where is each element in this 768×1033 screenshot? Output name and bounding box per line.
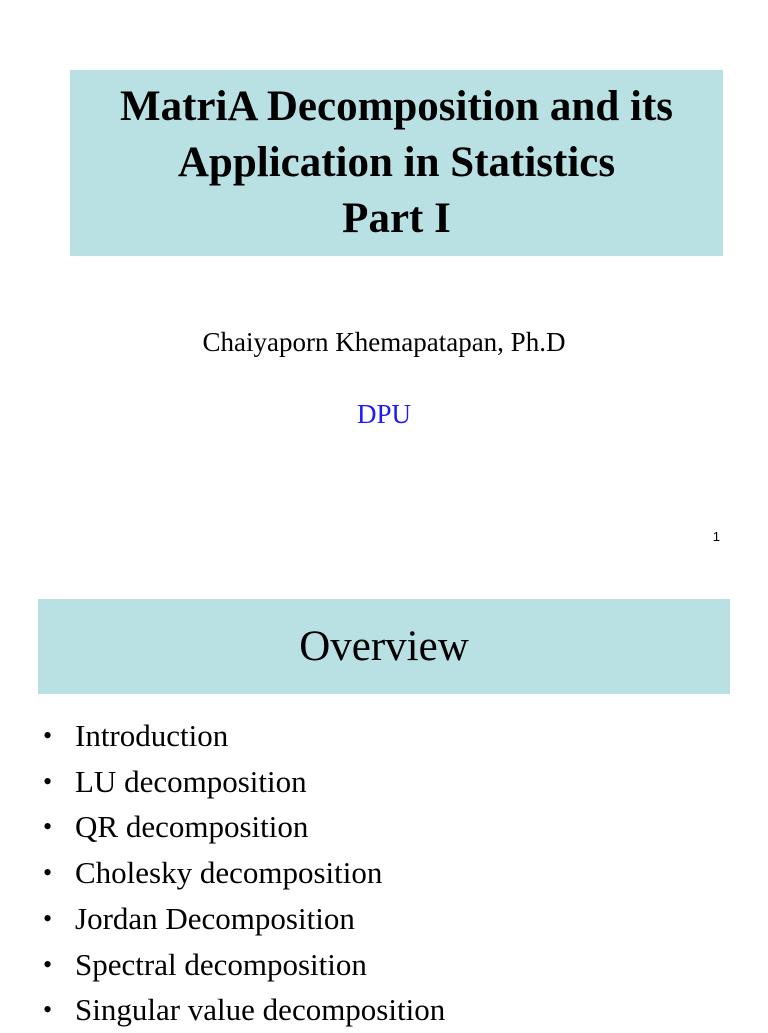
bullet-icon: • (43, 903, 53, 933)
list-item-label: Cholesky decomposition (75, 855, 383, 891)
title-line-2: Application in Statistics (177, 139, 616, 186)
list-item-label: Spectral decomposition (75, 946, 367, 982)
title-line-3: Part I (342, 195, 451, 242)
list-item (40, 713, 445, 759)
bullet-icon: • (43, 858, 53, 888)
overview-banner (38, 599, 730, 694)
overview-slide (0, 575, 768, 1028)
bullet-icon: • (43, 949, 53, 979)
list-item-label: LU decomposition (75, 763, 307, 799)
list-item (40, 759, 445, 805)
list-item-label: Introduction (75, 718, 229, 753)
bullet-icon: • (43, 995, 53, 1025)
bullet-icon: • (43, 721, 53, 750)
title-banner (70, 70, 723, 256)
affiliation: DPU (356, 399, 411, 429)
bullet-icon: • (43, 812, 53, 842)
overview-title: Overview (299, 622, 469, 670)
topic-list (40, 713, 445, 1033)
page-number: 1 (712, 529, 720, 544)
list-item (40, 850, 445, 896)
list-item-label: QR decomposition (75, 809, 309, 845)
author-name: Chaiyaporn Khemapatapan, Ph.D (202, 327, 566, 357)
list-item (40, 804, 445, 850)
list-item (40, 896, 445, 942)
title-line-1: MatriA Decomposition and its (119, 83, 674, 130)
list-item-label: Singular value decomposition (75, 992, 446, 1028)
bullet-icon: • (43, 766, 53, 796)
list-item (40, 942, 445, 988)
list-item-label: Jordan Decomposition (75, 900, 355, 936)
list-item (40, 987, 445, 1033)
